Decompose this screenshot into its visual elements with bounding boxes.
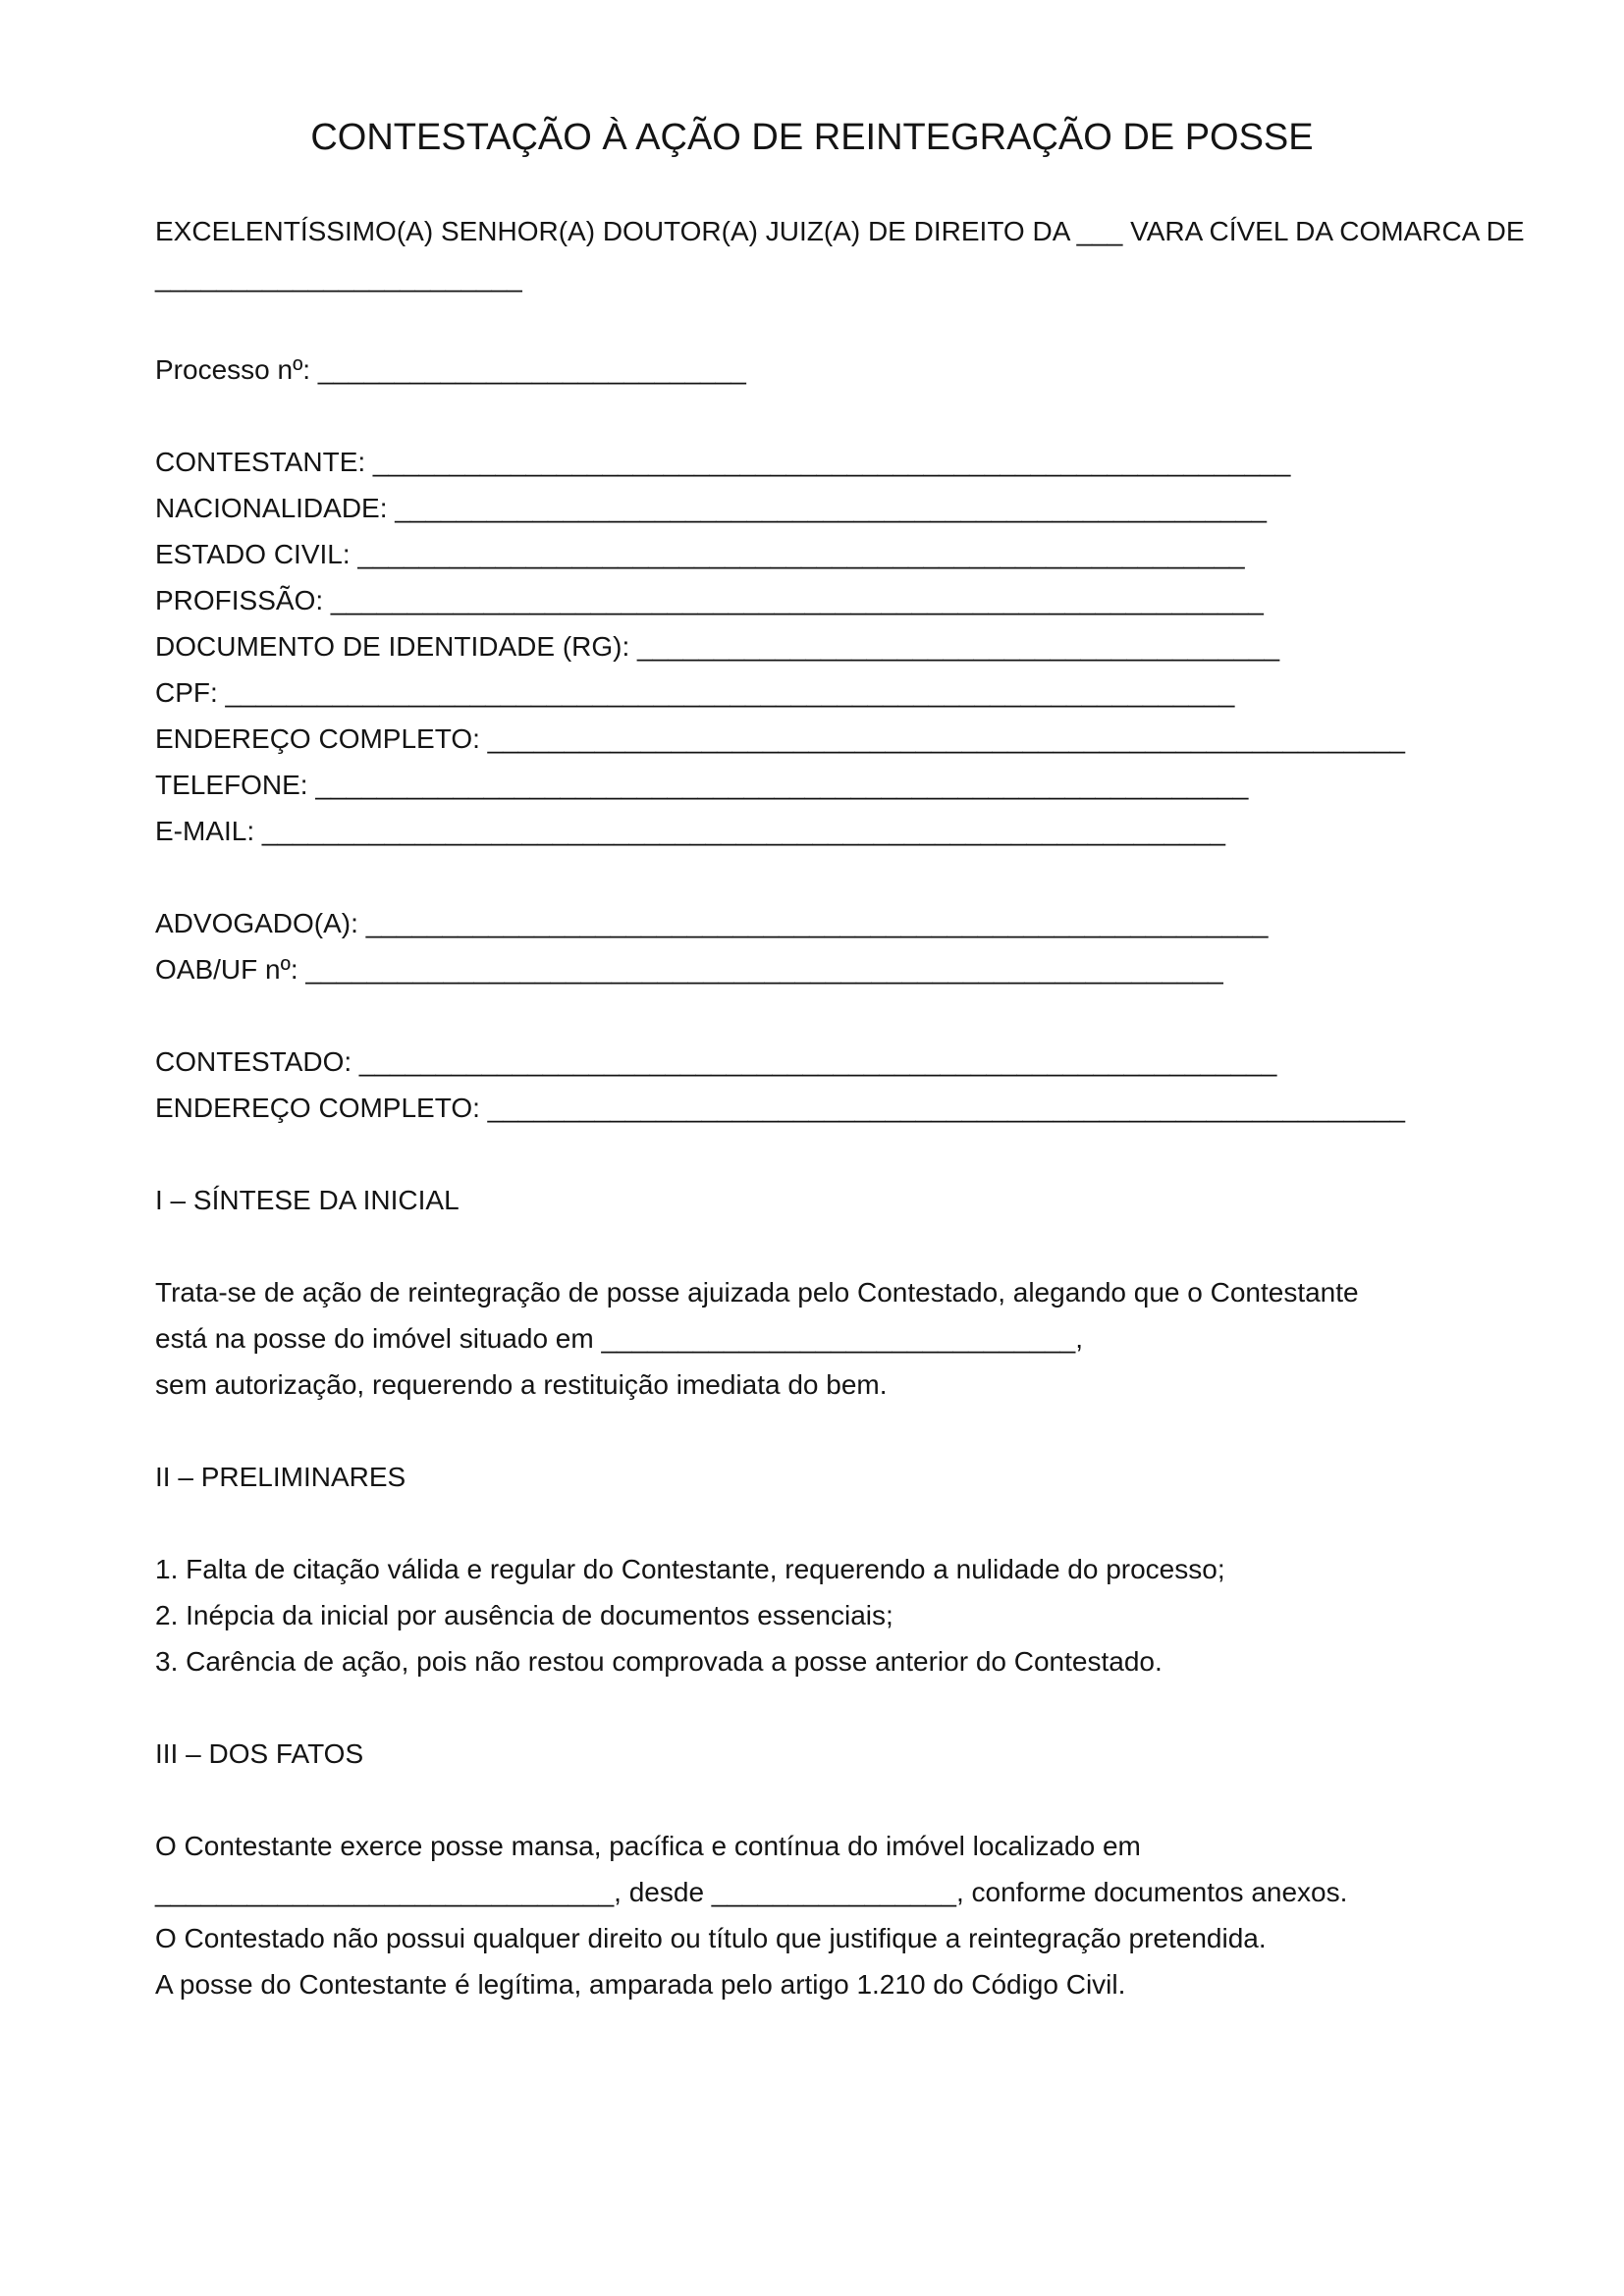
field-endereco-contestado: ENDEREÇO COMPLETO: ____________________________________________________________ bbox=[155, 1093, 1405, 1123]
lawyer-fields-block bbox=[155, 900, 1585, 992]
court-addressing-line-1: EXCELENTÍSSIMO(A) SENHOR(A) DOUTOR(A) JUIZ(A) DE DIREITO DA ___ VARA CÍVEL DA COMARCA DE bbox=[155, 216, 1525, 246]
court-addressing bbox=[155, 208, 1585, 300]
contestado-fields-block bbox=[155, 1039, 1585, 1131]
dos-fatos-line-2: ______________________________, desde ________________, conforme documentos anexos. bbox=[155, 1877, 1348, 1907]
dos-fatos-line-4: A posse do Contestante é legítima, amparada pelo artigo 1.210 do Código Civil. bbox=[155, 1969, 1126, 2000]
preliminares-item-3: 3. Carência de ação, pois não restou comprovada a posse anterior do Contestado. bbox=[155, 1646, 1163, 1677]
process-number-block bbox=[155, 347, 1585, 393]
section-3-heading-block bbox=[155, 1731, 1585, 1777]
contestante-fields-block bbox=[155, 439, 1585, 854]
court-addressing-line-2: ________________________ bbox=[155, 262, 522, 293]
section-1-body bbox=[155, 1269, 1585, 1408]
section-3-heading: III – DOS FATOS bbox=[155, 1738, 364, 1769]
field-contestante: CONTESTANTE: ____________________________________________________________ bbox=[155, 447, 1291, 477]
field-profissao: PROFISSÃO: _____________________________________________________________ bbox=[155, 585, 1264, 615]
field-endereco-completo: ENDEREÇO COMPLETO: ____________________________________________________________ bbox=[155, 723, 1405, 754]
process-number-line: Processo nº: ____________________________ bbox=[155, 354, 746, 385]
field-nacionalidade: NACIONALIDADE: _________________________________________________________ bbox=[155, 493, 1267, 523]
field-email: E-MAIL: _______________________________________________________________ bbox=[155, 816, 1225, 846]
section-1-line-2: está na posse do imóvel situado em _______________________________, bbox=[155, 1323, 1083, 1354]
field-oab-uf: OAB/UF nº: ____________________________________________________________ bbox=[155, 954, 1223, 985]
section-3-body bbox=[155, 1823, 1585, 2007]
field-contestado: CONTESTADO: ____________________________________________________________ bbox=[155, 1046, 1277, 1077]
section-1-line-1: Trata-se de ação de reintegração de posse ajuizada pelo Contestado, alegando que o Contestante bbox=[155, 1277, 1359, 1308]
section-1-line-3: sem autorização, requerendo a restituição imediata do bem. bbox=[155, 1369, 888, 1400]
field-advogado: ADVOGADO(A): ___________________________________________________________ bbox=[155, 908, 1269, 938]
field-rg: DOCUMENTO DE IDENTIDADE (RG): __________________________________________ bbox=[155, 631, 1280, 662]
section-1-heading-block bbox=[155, 1177, 1585, 1223]
dos-fatos-line-1: O Contestante exerce posse mansa, pacífica e contínua do imóvel localizado em bbox=[155, 1831, 1141, 1861]
preliminares-item-1: 1. Falta de citação válida e regular do Contestante, requerendo a nulidade do processo; bbox=[155, 1554, 1225, 1584]
section-1-heading: I – SÍNTESE DA INICIAL bbox=[155, 1185, 460, 1215]
field-estado-civil: ESTADO CIVIL: __________________________________________________________ bbox=[155, 539, 1245, 569]
preliminares-item-2: 2. Inépcia da inicial por ausência de documentos essenciais; bbox=[155, 1600, 893, 1630]
section-2-body bbox=[155, 1546, 1585, 1684]
section-2-heading-block bbox=[155, 1454, 1585, 1500]
field-cpf: CPF: __________________________________________________________________ bbox=[155, 677, 1235, 708]
section-2-heading: II – PRELIMINARES bbox=[155, 1462, 406, 1492]
document-title: CONTESTAÇÃO À AÇÃO DE REINTEGRAÇÃO DE POSSE bbox=[310, 117, 1314, 158]
dos-fatos-line-3: O Contestado não possui qualquer direito ou título que justifique a reintegração pretendida. bbox=[155, 1923, 1267, 1953]
field-telefone: TELEFONE: _____________________________________________________________ bbox=[155, 770, 1249, 800]
